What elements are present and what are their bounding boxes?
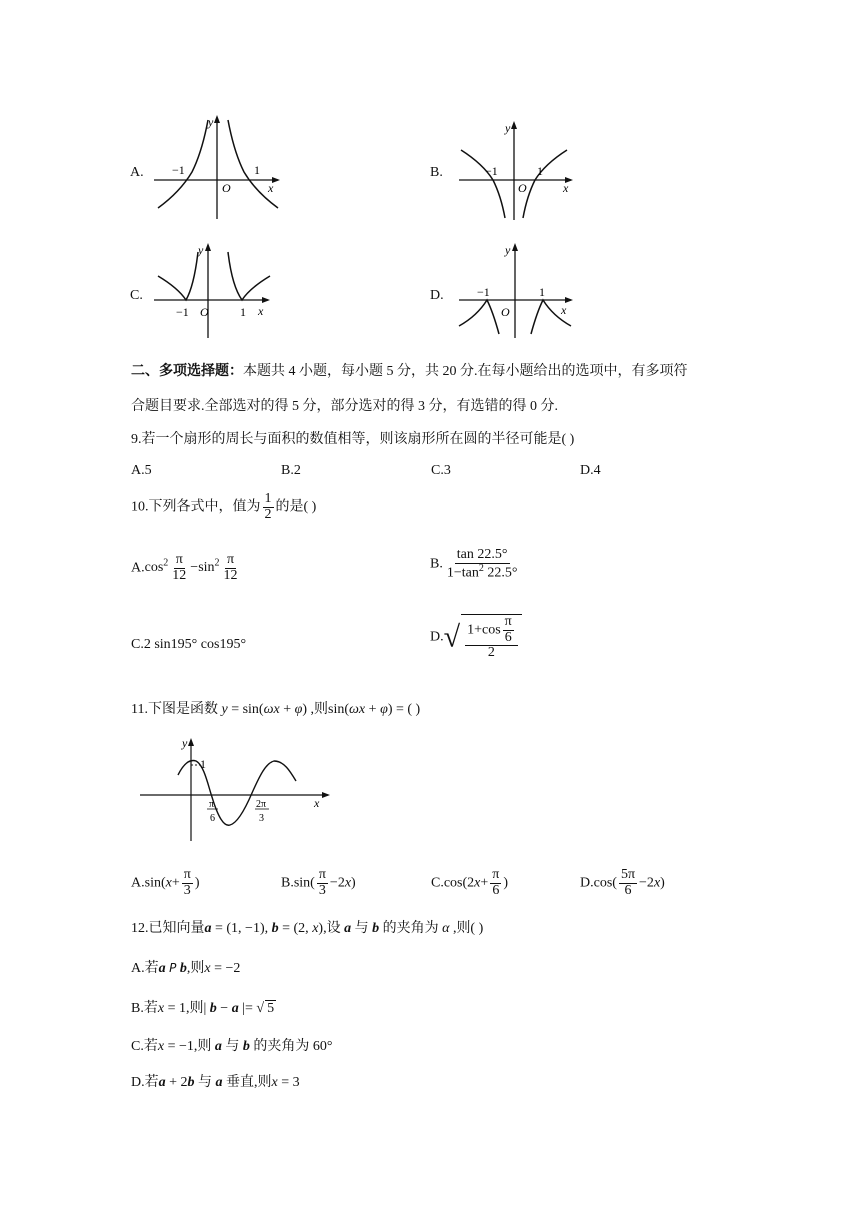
option-b-label: B. [430, 165, 443, 180]
q12-d-perp: 垂直,则 [226, 1075, 272, 1090]
q12-option-a[interactable]: A.若a P b,则x = −2 [131, 961, 241, 976]
svg-text:O: O [501, 305, 510, 319]
svg-text:−1: −1 [477, 285, 490, 299]
q11-c-label: C. [431, 875, 444, 891]
q9-option-c[interactable]: C.3 [431, 463, 451, 478]
q10-a-label: A. [131, 560, 145, 576]
question-12-stem: 12.已知向量a = (1, −1), b = (2, x),设 a 与 b 的夹角为 α ,则( ) [131, 921, 484, 936]
graph-option-a [150, 112, 290, 227]
q9-option-d[interactable]: D.4 [580, 463, 601, 478]
svg-text:O: O [200, 305, 209, 319]
q10-option-a[interactable] [131, 553, 242, 583]
svg-text:π: π [209, 799, 215, 810]
q12-d-mid: 与 [198, 1075, 213, 1090]
q10-c-expr: 2 sin195° cos195° [143, 637, 247, 652]
section-instructions: 本题共 4 小题，每小题 5 分，共 20 分.在每小题给出的选项中，有多项符 [243, 364, 688, 379]
svg-text:1: 1 [539, 285, 545, 299]
q12-angle-text: 的夹角为 [382, 921, 439, 936]
q12-stem-post: ,设 [323, 921, 341, 936]
graph-option-c [150, 240, 280, 345]
q11-a-label: A. [131, 875, 145, 891]
q12-stem-pre: 12.已知向量 [131, 921, 205, 936]
q9-option-a[interactable]: A.5 [131, 463, 152, 478]
svg-text:−1: −1 [176, 305, 189, 319]
q12-a-then: ,则 [186, 961, 205, 976]
q12-b-label: B.若 [131, 1001, 158, 1016]
svg-text:1: 1 [200, 757, 206, 771]
svg-text:O: O [222, 181, 231, 195]
q10-d-label: D. [430, 629, 444, 645]
svg-text:x: x [258, 304, 264, 318]
q11-b-label: B. [281, 875, 294, 891]
svg-text:O: O [518, 181, 527, 195]
svg-text:x: x [314, 796, 320, 810]
q10-stem-pre: 10.下列各式中，值为 [131, 499, 261, 515]
q10-stem-post: 的是( ) [275, 499, 317, 515]
svg-text:y: y [208, 115, 214, 129]
q10-b-label: B. [430, 556, 443, 572]
q11-option-c[interactable]: C.cos(2x+ $\frac{\pi}{6}$ ) [431, 867, 509, 898]
q10-option-d[interactable] [430, 614, 522, 661]
q12-option-d[interactable]: D.若a + 2b 与 a 垂直,则x = 3 [131, 1075, 300, 1090]
q11-stem-mid: ,则 [310, 702, 329, 717]
alpha-symbol: α [442, 921, 450, 936]
question-9-stem: 9.若一个扇形的周长与面积的数值相等，则该扇形所在圆的半径可能是( ) [131, 432, 575, 447]
graph-option-b [455, 118, 585, 228]
svg-text:y: y [182, 736, 188, 750]
q12-option-b[interactable]: B.若x = 1,则| b − a |= √ 5 [131, 1001, 275, 1016]
svg-text:y: y [505, 243, 511, 257]
svg-text:1: 1 [537, 164, 543, 178]
sqrt-sign: √ [443, 620, 461, 654]
svg-text:−1: −1 [485, 164, 498, 178]
question-10-stem [131, 492, 316, 522]
q12-option-c[interactable]: C.若x = −1,则 a 与 b 的夹角为 60° [131, 1039, 333, 1054]
q12-d-label: D.若 [131, 1075, 159, 1090]
q12-b-then: ,则 [185, 1001, 204, 1016]
section-instructions-line2: 合题目要求.全部选对的得 5 分，部分选对的得 3 分，有选错的得 0 分. [131, 399, 558, 414]
sine-graph [138, 735, 338, 850]
q10-option-b[interactable] [430, 548, 521, 581]
svg-text:3: 3 [259, 813, 264, 824]
question-11-stem: 11.下图是函数 y = sin(ωx + φ) ,则sin(ωx + φ) = ( ) [131, 702, 421, 717]
q10-c-label: C. [131, 637, 144, 652]
q10-d-expr: 1+cos $\frac{\pi}{6}$ 2 [461, 614, 522, 661]
section-title: 二、多项选择题： [131, 364, 243, 379]
q10-a-expr: $\cos^2$ $\frac{\pi}{12}$ $-\sin^2$ $\frac{\pi}{12}$ [144, 552, 238, 583]
q11-d-label: D. [580, 875, 594, 891]
option-a-label: A. [130, 165, 144, 180]
q11-stem-pre: 11.下图是函数 [131, 702, 218, 717]
q11-stem-post: = ( ) [395, 702, 421, 717]
q9-option-b[interactable]: B.2 [281, 463, 301, 478]
q11-option-d[interactable]: D.cos( $\frac{5\pi}{6}$ −2x) [580, 867, 665, 898]
option-c-label: C. [130, 288, 143, 303]
q10-b-expr: $\frac{\tan 22.5^\circ}{1-\tan^2 22.5^\circ}$ [446, 547, 518, 581]
q10-option-c[interactable] [131, 637, 246, 653]
q11-option-b[interactable]: B.sin( $\frac{\pi}{3}$ −2x) [281, 867, 356, 898]
q12-c-with: 与 [225, 1039, 240, 1054]
q12-c-label: C.若 [131, 1039, 158, 1054]
svg-text:x: x [561, 303, 567, 317]
q12-c-then: ,则 [193, 1039, 212, 1054]
svg-text:x: x [563, 181, 569, 195]
q12-c-end: 的夹角为 60° [253, 1039, 333, 1054]
svg-text:−1: −1 [172, 163, 185, 177]
svg-text:y: y [505, 121, 511, 135]
svg-text:2π: 2π [256, 799, 267, 810]
graph-option-d [455, 240, 585, 345]
svg-text:y: y [198, 243, 204, 257]
q12-a-label: A.若 [131, 961, 159, 976]
svg-text:x: x [268, 181, 274, 195]
svg-text:1: 1 [240, 305, 246, 319]
q12-paren: ,则( ) [452, 921, 484, 936]
q11-option-a[interactable]: A.sin(x+ $\frac{\pi}{3}$ ) [131, 867, 200, 898]
svg-text:1: 1 [254, 163, 260, 177]
fraction-one-half: $\frac{1}{2}$ [264, 491, 272, 522]
q12-with: 与 [354, 921, 369, 936]
section-heading [131, 360, 688, 380]
option-d-label: D. [430, 288, 444, 303]
svg-text:6: 6 [210, 813, 215, 824]
